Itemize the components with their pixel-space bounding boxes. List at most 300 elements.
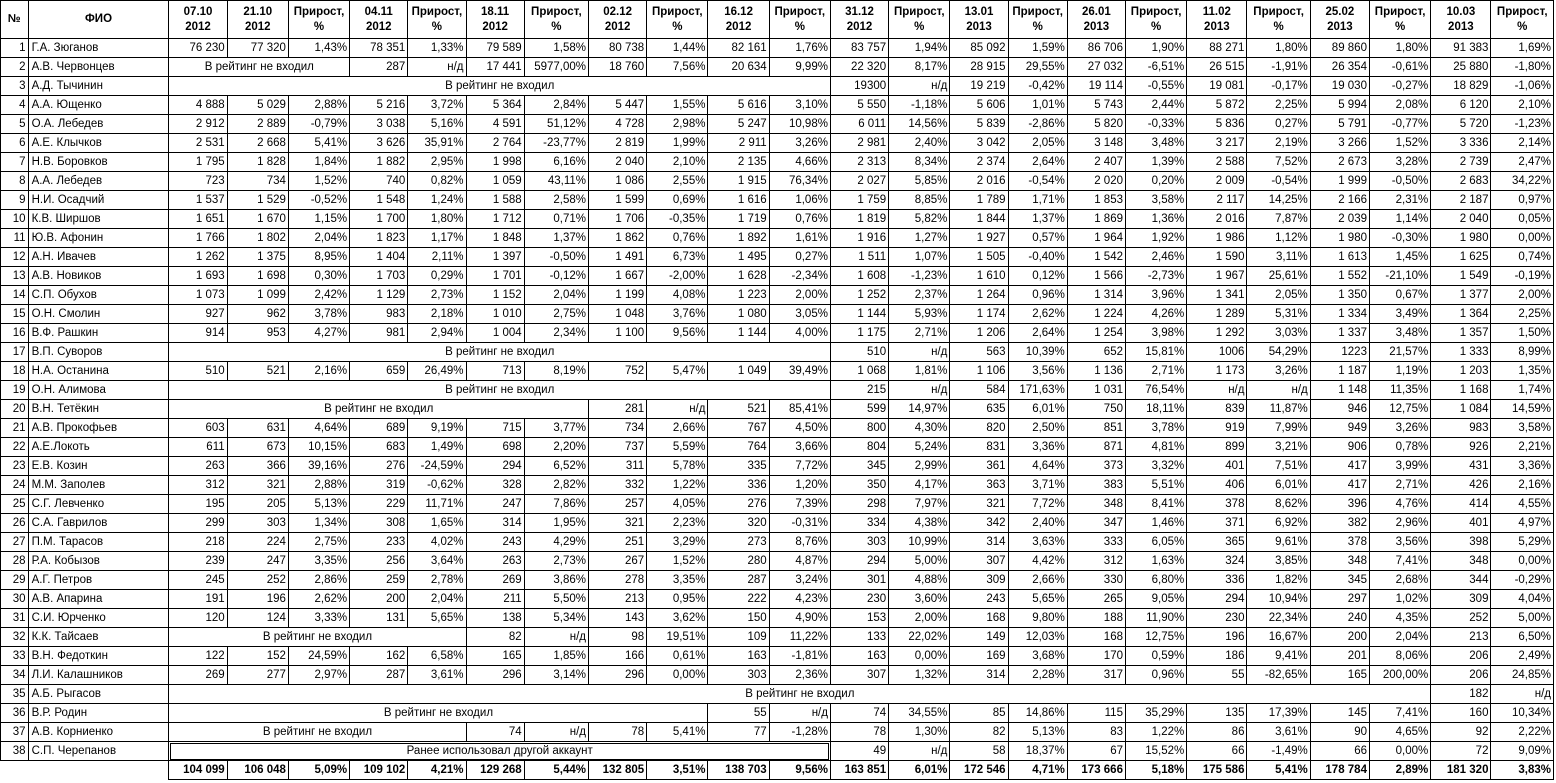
header-line-1: 18.11 xyxy=(481,5,510,18)
data-cell: 1 004 xyxy=(466,324,524,343)
header-line-2: % xyxy=(1150,20,1162,33)
data-cell: 188 xyxy=(1067,609,1125,628)
header-name: ФИО xyxy=(28,1,169,39)
data-cell: н/д xyxy=(647,400,708,419)
data-cell: 1 670 xyxy=(227,210,288,229)
data-cell: -0,62% xyxy=(408,476,466,495)
data-cell: 5,65% xyxy=(408,609,466,628)
data-cell: 18,37% xyxy=(1008,742,1067,761)
data-cell: 2 016 xyxy=(1187,210,1247,229)
data-cell: 3,77% xyxy=(524,419,588,438)
header-line-2: % xyxy=(672,20,683,33)
row-number: 27 xyxy=(1,533,29,552)
data-cell: 1 491 xyxy=(589,248,647,267)
data-cell: 348 xyxy=(1310,552,1369,571)
data-cell: 1 059 xyxy=(466,172,524,191)
data-cell: 2,04% xyxy=(524,286,588,305)
data-cell: 2,64% xyxy=(1008,153,1067,172)
data-cell: 7,99% xyxy=(1247,419,1310,438)
data-cell: 160 xyxy=(1431,704,1491,723)
person-name: О.А. Лебедев xyxy=(28,115,169,134)
data-cell: 16,67% xyxy=(1247,628,1310,647)
data-cell: 9,80% xyxy=(1008,609,1067,628)
header-col xyxy=(769,1,830,39)
data-cell: 319 xyxy=(350,476,408,495)
header-col xyxy=(408,1,466,39)
table-row xyxy=(1,153,1554,172)
data-cell: 4 888 xyxy=(169,96,227,115)
data-cell: 247 xyxy=(466,495,524,514)
data-cell: 92 xyxy=(1431,723,1491,742)
total-cell: 109 102 xyxy=(350,761,408,780)
data-cell: н/д xyxy=(1247,381,1310,400)
data-cell: -2,34% xyxy=(769,267,830,286)
data-cell: -1,23% xyxy=(889,267,950,286)
total-cell: 175 586 xyxy=(1187,761,1247,780)
data-cell: 10,34% xyxy=(1491,704,1554,723)
data-cell: 3,26% xyxy=(769,134,830,153)
data-cell: 20 634 xyxy=(708,58,769,77)
data-cell: 1,52% xyxy=(288,172,349,191)
data-cell: 3,35% xyxy=(288,552,349,571)
data-cell: 7,52% xyxy=(1247,153,1310,172)
data-cell: 1 364 xyxy=(1431,305,1491,324)
data-cell: 296 xyxy=(466,666,524,685)
data-cell: 1 964 xyxy=(1067,229,1125,248)
data-cell: 152 xyxy=(227,647,288,666)
data-cell: 90 xyxy=(1310,723,1369,742)
status-note: В рейтинг не входил xyxy=(169,400,589,419)
data-cell: 24,59% xyxy=(288,647,349,666)
row-number: 32 xyxy=(1,628,29,647)
data-cell: 406 xyxy=(1187,476,1247,495)
data-cell: 3 336 xyxy=(1431,134,1491,153)
data-cell: 1,33% xyxy=(408,39,466,58)
header-col xyxy=(1247,1,1310,39)
data-cell: 9,56% xyxy=(647,324,708,343)
data-cell: 5,65% xyxy=(1008,590,1067,609)
data-cell: 18,11% xyxy=(1125,400,1186,419)
data-cell: 1,80% xyxy=(1247,39,1310,58)
data-cell: 186 xyxy=(1187,647,1247,666)
data-cell: 245 xyxy=(169,571,227,590)
data-cell: 1,52% xyxy=(647,552,708,571)
data-cell: 1 168 xyxy=(1431,381,1491,400)
table-row xyxy=(1,343,1554,362)
data-cell: 1 495 xyxy=(708,248,769,267)
data-cell: 1 613 xyxy=(1310,248,1369,267)
data-cell: 2,62% xyxy=(288,590,349,609)
header-line-2: % xyxy=(914,20,925,33)
data-cell: 1 223 xyxy=(708,286,769,305)
data-cell: 1,65% xyxy=(408,514,466,533)
data-cell: 171,63% xyxy=(1008,381,1067,400)
data-cell: 2,46% xyxy=(1125,248,1186,267)
data-cell: 218 xyxy=(169,533,227,552)
header-line-2: 2012 xyxy=(725,20,752,33)
totals-row xyxy=(1,761,1554,780)
row-number: 3 xyxy=(1,77,29,96)
data-cell: 1 174 xyxy=(950,305,1008,324)
data-cell: 1223 xyxy=(1310,343,1369,362)
data-cell: -0,29% xyxy=(1491,571,1554,590)
data-cell: 401 xyxy=(1431,514,1491,533)
row-number: 1 xyxy=(1,39,29,58)
data-cell: 11,87% xyxy=(1247,400,1310,419)
data-cell: -0,50% xyxy=(1369,172,1430,191)
data-cell: 8,62% xyxy=(1247,495,1310,514)
data-cell: 734 xyxy=(227,172,288,191)
data-cell: 8,85% xyxy=(889,191,950,210)
data-cell: 6,80% xyxy=(1125,571,1186,590)
table-row xyxy=(1,248,1554,267)
data-cell: 350 xyxy=(830,476,888,495)
data-cell: 15,52% xyxy=(1125,742,1186,761)
data-cell: 222 xyxy=(708,590,769,609)
data-cell: 1 700 xyxy=(350,210,408,229)
data-cell: 131 xyxy=(350,609,408,628)
data-cell: 1,32% xyxy=(889,666,950,685)
data-cell: 1 916 xyxy=(830,229,888,248)
data-cell: 1 566 xyxy=(1067,267,1125,286)
data-cell: 0,76% xyxy=(647,229,708,248)
data-cell: 14,25% xyxy=(1247,191,1310,210)
data-cell: 22,34% xyxy=(1247,609,1310,628)
data-cell: 4,26% xyxy=(1125,305,1186,324)
data-cell: 0,76% xyxy=(769,210,830,229)
data-cell: 168 xyxy=(950,609,1008,628)
data-cell: 5 247 xyxy=(708,115,769,134)
data-cell: -1,80% xyxy=(1491,58,1554,77)
header-line-1: Прирост, xyxy=(411,5,463,18)
data-cell: 3 626 xyxy=(350,134,408,153)
data-cell: 98 xyxy=(589,628,647,647)
data-cell: 1,69% xyxy=(1491,39,1554,58)
header-line-2: 2012 xyxy=(185,20,211,33)
data-cell: 138 xyxy=(466,609,524,628)
data-cell: 25,61% xyxy=(1247,267,1310,286)
data-cell: 324 xyxy=(1187,552,1247,571)
data-cell: 4,42% xyxy=(1008,552,1067,571)
data-cell: 2,62% xyxy=(1008,305,1067,324)
row-number: 16 xyxy=(1,324,29,343)
data-cell: 1 144 xyxy=(708,324,769,343)
data-cell: 1,01% xyxy=(1008,96,1067,115)
data-cell: 1 819 xyxy=(830,210,888,229)
row-number: 31 xyxy=(1,609,29,628)
data-cell: 1 203 xyxy=(1431,362,1491,381)
data-cell: 15,81% xyxy=(1125,343,1186,362)
data-cell: 2,31% xyxy=(1369,191,1430,210)
data-cell: 3,72% xyxy=(408,96,466,115)
data-cell: 1 337 xyxy=(1310,324,1369,343)
header-col xyxy=(1431,1,1491,39)
person-name: А.Д. Тычинин xyxy=(28,77,169,96)
data-cell: 82 xyxy=(466,628,524,647)
data-cell: 2,82% xyxy=(524,476,588,495)
data-cell: 1 377 xyxy=(1431,286,1491,305)
data-cell: 946 xyxy=(1310,400,1369,419)
data-cell: 2,40% xyxy=(1008,514,1067,533)
data-cell: 77 320 xyxy=(227,39,288,58)
data-cell: 334 xyxy=(830,514,888,533)
data-cell: 196 xyxy=(227,590,288,609)
data-cell: 713 xyxy=(466,362,524,381)
data-cell: 133 xyxy=(830,628,888,647)
data-cell: 333 xyxy=(1067,533,1125,552)
status-note: В рейтинг не входил xyxy=(169,343,831,362)
data-cell: 1 712 xyxy=(466,210,524,229)
data-cell: 5 616 xyxy=(708,96,769,115)
data-cell: 5 743 xyxy=(1067,96,1125,115)
data-cell: 1 152 xyxy=(466,286,524,305)
data-cell: 2 166 xyxy=(1310,191,1369,210)
data-cell: 2 668 xyxy=(227,134,288,153)
row-number: 4 xyxy=(1,96,29,115)
data-cell: 2,71% xyxy=(1125,362,1186,381)
data-cell: 3 148 xyxy=(1067,134,1125,153)
data-cell: 6,58% xyxy=(408,647,466,666)
header-line-2: % xyxy=(1032,20,1043,33)
data-cell: 251 xyxy=(589,533,647,552)
row-number: 5 xyxy=(1,115,29,134)
data-cell: 752 xyxy=(589,362,647,381)
data-cell: 9,99% xyxy=(769,58,830,77)
data-cell: 1 375 xyxy=(227,248,288,267)
data-cell: 3,98% xyxy=(1125,324,1186,343)
data-cell: 1 701 xyxy=(466,267,524,286)
data-cell: 29,55% xyxy=(1008,58,1067,77)
data-cell: 4 728 xyxy=(589,115,647,134)
data-cell: 170 xyxy=(1067,647,1125,666)
data-cell: 927 xyxy=(169,305,227,324)
data-cell: 926 xyxy=(1431,438,1491,457)
data-cell: 652 xyxy=(1067,343,1125,362)
data-cell: 4,02% xyxy=(408,533,466,552)
data-cell: 599 xyxy=(830,400,888,419)
data-cell: 715 xyxy=(466,419,524,438)
data-cell: 332 xyxy=(589,476,647,495)
header-line-2: 2013 xyxy=(1204,20,1230,33)
data-cell: 80 738 xyxy=(589,39,647,58)
data-cell: 2,00% xyxy=(1491,286,1554,305)
data-cell: 308 xyxy=(350,514,408,533)
table-row xyxy=(1,305,1554,324)
data-cell: 1,07% xyxy=(889,248,950,267)
person-name: О.Н. Алимова xyxy=(28,381,169,400)
row-number: 12 xyxy=(1,248,29,267)
data-cell: 510 xyxy=(830,343,888,362)
data-cell: 1 828 xyxy=(227,153,288,172)
total-cell: 5,44% xyxy=(524,761,588,780)
row-number: 30 xyxy=(1,590,29,609)
data-cell: 2,86% xyxy=(288,571,349,590)
data-cell: 521 xyxy=(708,400,769,419)
data-cell: 9,09% xyxy=(1491,742,1554,761)
table-row xyxy=(1,39,1554,58)
data-cell: 3 038 xyxy=(350,115,408,134)
data-cell: -0,17% xyxy=(1247,77,1310,96)
data-cell: 11,22% xyxy=(769,628,830,647)
data-cell: -0,61% xyxy=(1369,58,1430,77)
data-cell: 1,58% xyxy=(524,39,588,58)
status-note: В рейтинг не входил xyxy=(169,685,1431,704)
data-cell: -0,31% xyxy=(769,514,830,533)
person-name: Р.А. Кобызов xyxy=(28,552,169,571)
data-cell: 122 xyxy=(169,647,227,666)
data-cell: 51,12% xyxy=(524,115,588,134)
data-cell: 3,49% xyxy=(1369,305,1430,324)
data-cell: 7,41% xyxy=(1369,704,1430,723)
data-cell: 1 608 xyxy=(830,267,888,286)
data-cell: 2,75% xyxy=(288,533,349,552)
data-cell: 312 xyxy=(1067,552,1125,571)
header-col xyxy=(1125,1,1186,39)
table-row xyxy=(1,742,1554,761)
data-cell: 1,35% xyxy=(1491,362,1554,381)
data-cell: 361 xyxy=(950,457,1008,476)
data-cell: 871 xyxy=(1067,438,1125,457)
data-cell: 278 xyxy=(589,571,647,590)
data-cell: 1 187 xyxy=(1310,362,1369,381)
data-cell: 86 xyxy=(1187,723,1247,742)
data-cell: 165 xyxy=(1310,666,1369,685)
data-cell: 1 802 xyxy=(227,229,288,248)
data-cell: 3,26% xyxy=(1247,362,1310,381)
data-cell: 906 xyxy=(1310,438,1369,457)
data-cell: 17 441 xyxy=(466,58,524,77)
data-cell: 631 xyxy=(227,419,288,438)
data-cell: 320 xyxy=(708,514,769,533)
data-cell: 1,17% xyxy=(408,229,466,248)
data-cell: 307 xyxy=(830,666,888,685)
header-line-2: 2012 xyxy=(604,20,631,33)
data-cell: 2 588 xyxy=(1187,153,1247,172)
data-cell: 2,66% xyxy=(647,419,708,438)
person-name: Н.В. Боровков xyxy=(28,153,169,172)
header-line-1: Прирост, xyxy=(531,5,582,18)
header-line-1: 13.01 xyxy=(964,5,994,18)
data-cell: 10,15% xyxy=(288,438,349,457)
row-number: 24 xyxy=(1,476,29,495)
table-row xyxy=(1,495,1554,514)
data-cell: 309 xyxy=(1431,590,1491,609)
person-name: А.Е. Клычков xyxy=(28,134,169,153)
data-cell: 39,16% xyxy=(288,457,349,476)
data-cell: 1,61% xyxy=(769,229,830,248)
data-cell: 0,27% xyxy=(1247,115,1310,134)
data-cell: 196 xyxy=(1187,628,1247,647)
data-cell: 2,78% xyxy=(408,571,466,590)
row-number: 8 xyxy=(1,172,29,191)
data-cell: 4,08% xyxy=(647,286,708,305)
data-cell: 4,87% xyxy=(769,552,830,571)
data-cell: 3,63% xyxy=(1008,533,1067,552)
data-cell: 1 049 xyxy=(708,362,769,381)
data-cell: -24,59% xyxy=(408,457,466,476)
data-cell: 252 xyxy=(1431,609,1491,628)
data-cell: 149 xyxy=(950,628,1008,647)
row-number: 22 xyxy=(1,438,29,457)
data-cell: 0,00% xyxy=(1491,552,1554,571)
data-cell: 2,18% xyxy=(408,305,466,324)
data-cell: 1 314 xyxy=(1067,286,1125,305)
data-cell: 899 xyxy=(1187,438,1247,457)
data-cell: 3,05% xyxy=(769,305,830,324)
total-cell: 6,01% xyxy=(889,761,950,780)
data-cell: 3,56% xyxy=(1008,362,1067,381)
data-cell: 3,76% xyxy=(647,305,708,324)
data-cell: 2,44% xyxy=(1125,96,1186,115)
totals-spacer xyxy=(1,761,29,780)
data-cell: 1 068 xyxy=(830,362,888,381)
person-name: Е.В. Козин xyxy=(28,457,169,476)
data-cell: 431 xyxy=(1431,457,1491,476)
data-cell: 1,34% xyxy=(288,514,349,533)
header-col xyxy=(1491,1,1554,39)
data-cell: 8,41% xyxy=(1125,495,1186,514)
data-cell: 14,86% xyxy=(1008,704,1067,723)
data-cell: 1 882 xyxy=(350,153,408,172)
row-number: 10 xyxy=(1,210,29,229)
data-cell: 5 606 xyxy=(950,96,1008,115)
data-cell: -2,00% xyxy=(647,267,708,286)
data-cell: 9,61% xyxy=(1247,533,1310,552)
data-cell: 294 xyxy=(1187,590,1247,609)
data-cell: 5 029 xyxy=(227,96,288,115)
data-cell: 3,29% xyxy=(647,533,708,552)
data-cell: 521 xyxy=(227,362,288,381)
data-cell: 2 819 xyxy=(589,134,647,153)
data-cell: 378 xyxy=(1310,533,1369,552)
table-row xyxy=(1,704,1554,723)
data-cell: 1 853 xyxy=(1067,191,1125,210)
data-cell: 1,19% xyxy=(1369,362,1430,381)
data-cell: -0,30% xyxy=(1369,229,1430,248)
data-cell: 2,68% xyxy=(1369,571,1430,590)
data-cell: 9,05% xyxy=(1125,590,1186,609)
table-row xyxy=(1,381,1554,400)
header-line-1: 07.10 xyxy=(183,5,213,18)
data-cell: -1,49% xyxy=(1247,742,1310,761)
data-cell: 4,23% xyxy=(769,590,830,609)
data-cell: 3,48% xyxy=(1125,134,1186,153)
data-cell: 2,75% xyxy=(524,305,588,324)
header-line-2: 2012 xyxy=(846,20,873,33)
header-line-2: % xyxy=(313,20,325,33)
data-cell: 67 xyxy=(1067,742,1125,761)
data-cell: 839 xyxy=(1187,400,1247,419)
data-cell: 1 144 xyxy=(830,305,888,324)
data-cell: 88 271 xyxy=(1187,39,1247,58)
data-cell: 345 xyxy=(830,457,888,476)
person-name: А.В. Новиков xyxy=(28,267,169,286)
data-cell: н/д xyxy=(889,742,950,761)
header-col xyxy=(708,1,769,39)
data-cell: 269 xyxy=(169,666,227,685)
data-cell: 200 xyxy=(1310,628,1369,647)
data-cell: 1,50% xyxy=(1491,324,1554,343)
data-cell: 213 xyxy=(1431,628,1491,647)
data-cell: 19 030 xyxy=(1310,77,1369,96)
data-cell: 83 xyxy=(1067,723,1125,742)
data-cell: 2 135 xyxy=(708,153,769,172)
data-cell: 1,24% xyxy=(408,191,466,210)
data-cell: 162 xyxy=(350,647,408,666)
data-cell: 11,90% xyxy=(1125,609,1186,628)
data-cell: -0,77% xyxy=(1369,115,1430,134)
header-line-1: 10.03 xyxy=(1446,5,1476,18)
